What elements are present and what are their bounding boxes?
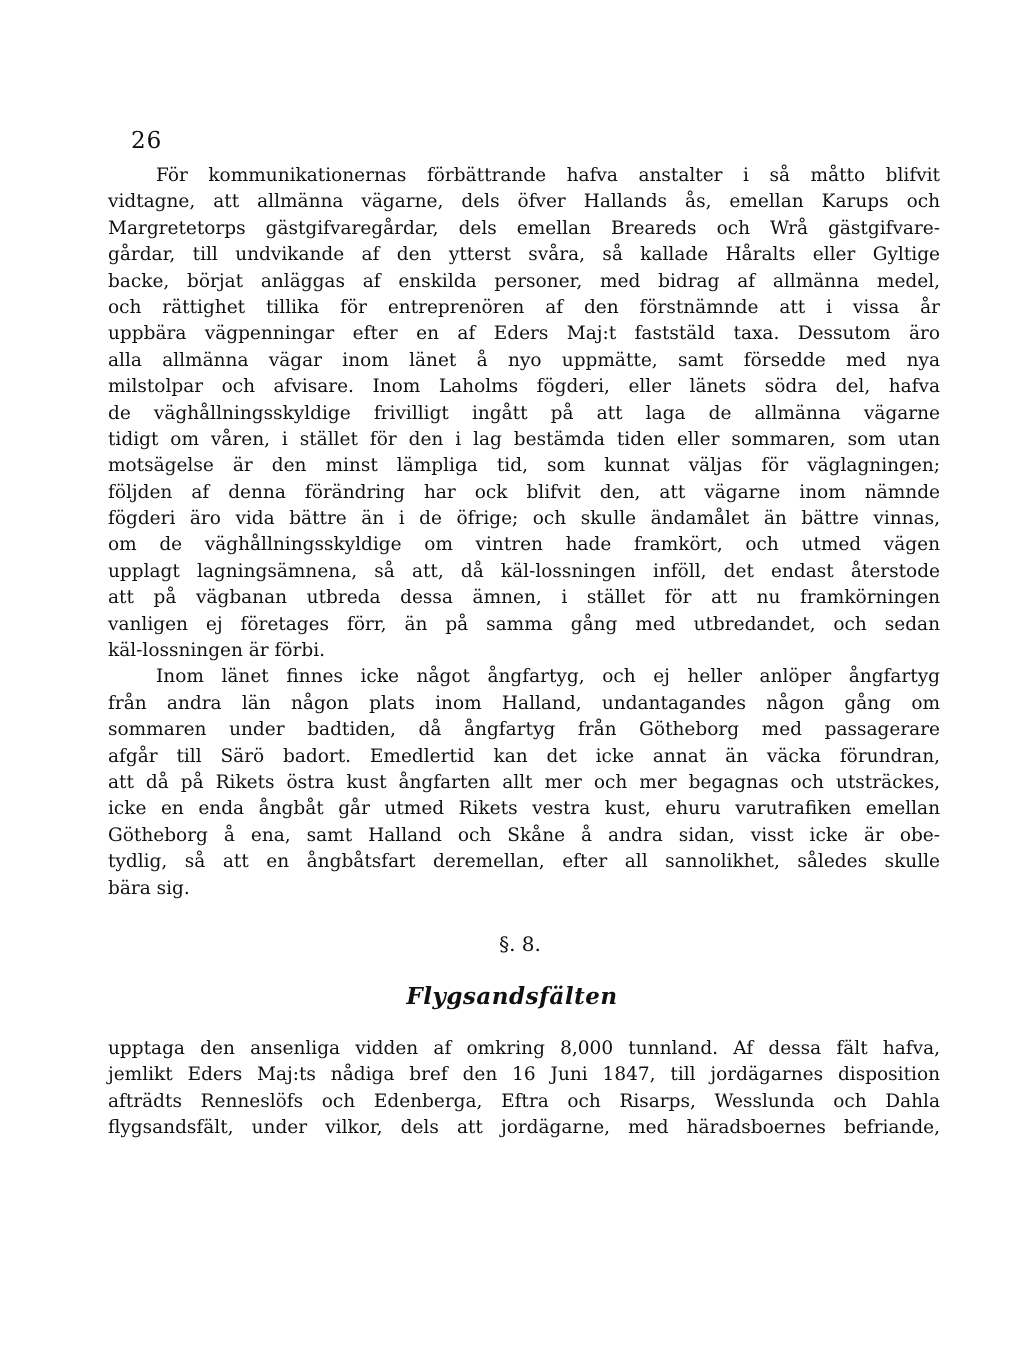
text-line: backe, börjat anläggas af enskilda personer, med bidrag af allmänna medel, bbox=[108, 270, 940, 292]
text-line: milstolpar och afvisare. Inom Laholms fögderi, eller länets södra del, hafva bbox=[108, 376, 940, 398]
text-line: afgår till Särö badort. Emedlertid kan det icke annat än väcka förundran, bbox=[108, 745, 940, 767]
section-title: Flygsandsfälten bbox=[406, 983, 618, 1010]
paragraph-steamships bbox=[108, 664, 940, 902]
text-line: om de väghållningsskyldige om vintren hade framkört, och utmed vägen bbox=[108, 534, 940, 556]
text-line: Inom länet finnes icke något ångfartyg, och ej heller anlöper ångfartyg bbox=[156, 666, 940, 688]
text-line: tidigt om våren, i stället för den i lag bestämda tiden eller sommaren, som utan bbox=[108, 428, 940, 450]
text-line: jemlikt Eders Maj:ts nådiga bref den 16 Juni 1847, till jordägarnes disposition bbox=[108, 1064, 940, 1086]
text-line: För kommunikationernas förbättrande hafva anstalter i så måtto blifvit bbox=[156, 165, 940, 186]
text-line: följden af denna förändring har ock blifvit den, att vägarne inom nämnde bbox=[108, 481, 940, 503]
text-line: bära sig. bbox=[108, 877, 190, 899]
text-line: flygsandsfält, under vilkor, dels att jordägarne, med häradsboernes befriande, bbox=[108, 1117, 940, 1139]
text-line: upptaga den ansenliga vidden af omkring 8,000 tunnland. Af dessa fält hafva, bbox=[108, 1038, 940, 1059]
main-text bbox=[108, 163, 940, 902]
section-text bbox=[108, 1036, 940, 1142]
text-line: att på vägbanan utbreda dessa ämnen, i stället för att nu framkörningen bbox=[108, 587, 940, 609]
text-line: käl-lossningen är förbi. bbox=[108, 640, 326, 662]
text-line: från andra län någon plats inom Halland, undantagandes någon gång om bbox=[108, 692, 940, 714]
section-number: §. 8. bbox=[499, 932, 541, 956]
text-line: motsägelse är den minst lämpliga tid, som kunnat väljas för väglagningen; bbox=[108, 455, 940, 477]
text-line: de väghållningsskyldige frivilligt ingått på att laga de allmänna vägarne bbox=[108, 402, 940, 424]
text-line: Götheborg å ena, samt Halland och Skåne å andra sidan, visst icke är obe- bbox=[108, 824, 940, 846]
text-line: tydlig, så att en ångbåtsfart deremellan, efter all sannolikhet, således skulle bbox=[108, 851, 940, 873]
text-line: uppbära vägpenningar efter en af Eders Maj:t faststäld taxa. Dessutom äro bbox=[108, 323, 940, 345]
text-line: afträdts Renneslöfs och Edenberga, Eftra och Risarps, Wesslunda och Dahla bbox=[108, 1090, 940, 1112]
text-line: vidtagne, att allmänna vägarne, dels öfver Hallands ås, emellan Karups och bbox=[108, 191, 940, 213]
text-line: icke en enda ångbåt går utmed Rikets vestra kust, ehuru varutrafiken emellan bbox=[108, 798, 940, 820]
text-line: upplagt lagningsämnena, så att, då käl-lossningen inföll, det endast återstode bbox=[108, 560, 940, 582]
page-number: 26 bbox=[131, 128, 163, 154]
text-line: gårdar, till undvikande af den ytterst svåra, så kallade Håralts eller Gyltige bbox=[108, 244, 940, 266]
text-line: fögderi äro vida bättre än i de öfrige; och skulle ändamålet än bättre vinnas, bbox=[108, 508, 940, 530]
text-line: att då på Rikets östra kust ångfarten allt mer och mer begagnas och utsträckes, bbox=[108, 771, 940, 793]
text-line: och rättighet tillika för entreprenören af den förstnämnde att i vissa år bbox=[108, 296, 940, 318]
text-line: Margretetorps gästgifvaregårdar, dels emellan Breareds och Wrå gästgifvare- bbox=[108, 217, 940, 239]
paragraph-communications bbox=[108, 163, 940, 664]
text-line: sommaren under badtiden, då ångfartyg från Götheborg med passagerare bbox=[108, 719, 940, 741]
text-line: alla allmänna vägar inom länet å nyo uppmätte, samt försedde med nya bbox=[108, 349, 940, 371]
text-line: vanligen ej företages förr, än på samma gång med utbredandet, och sedan bbox=[108, 613, 940, 635]
